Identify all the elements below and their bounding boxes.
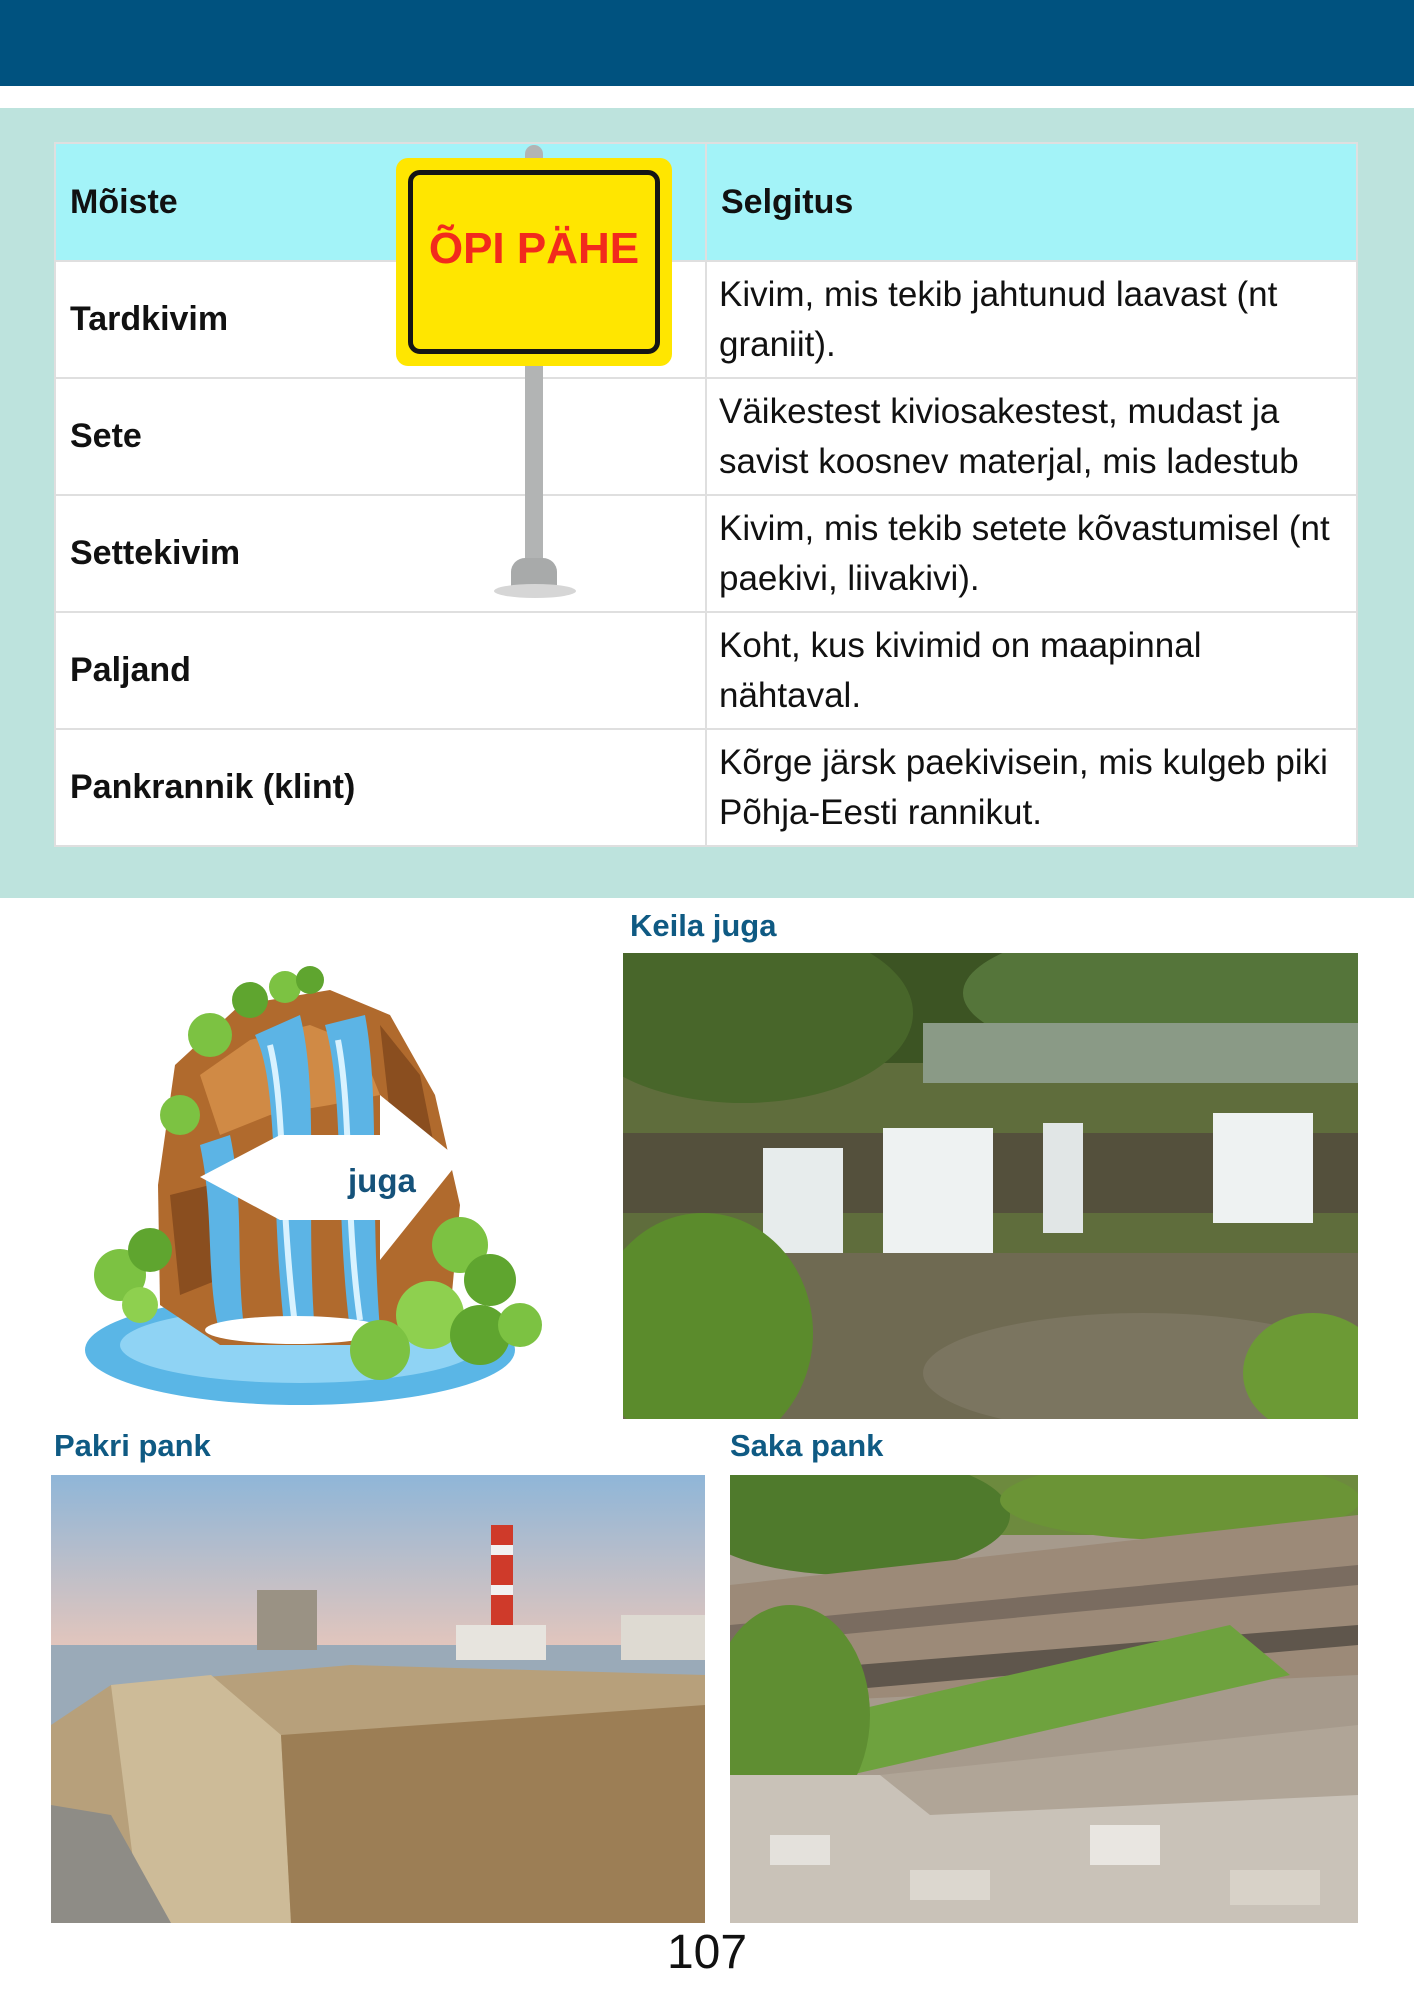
term-cell: Pankrannik (klint) (55, 729, 706, 846)
explanation-cell: Kõrge järsk paekivisein, mis kulgeb piki Põhja-Eesti rannikut. (706, 729, 1357, 846)
column-header-term: Mõiste (55, 143, 706, 261)
term-cell: Paljand (55, 612, 706, 729)
photo-caption-keila: Keila juga (630, 908, 777, 943)
term-cell: Tardkivim (55, 261, 706, 378)
glossary-table (54, 142, 1358, 847)
header-bar (0, 0, 1414, 86)
saka-cliff-photo (730, 1475, 1358, 1923)
explanation-cell: Väikestest kiviosakestest, mudast ja savist koosnev materjal, mis ladestub (706, 378, 1357, 495)
photo-caption-pakri: Pakri pank (54, 1428, 211, 1463)
table-row (55, 495, 1357, 612)
keila-waterfall-photo (623, 953, 1358, 1419)
column-header-explanation: Selgitus (706, 143, 1357, 261)
photo-caption-saka: Saka pank (730, 1428, 884, 1463)
explanation-cell: Koht, kus kivimid on maapinnal nähtaval. (706, 612, 1357, 729)
table-row (55, 729, 1357, 846)
page-number: 107 (666, 1926, 748, 1979)
term-cell: Settekivim (55, 495, 706, 612)
illustration-label: juga (348, 1162, 416, 1199)
sign-shadow (494, 584, 576, 598)
explanation-cell: Kivim, mis tekib setete kõvastumisel (nt paekivi, liivakivi). (706, 495, 1357, 612)
table-header-row (55, 143, 1357, 261)
explanation-cell: Kivim, mis tekib jahtunud laavast (nt graniit). (706, 261, 1357, 378)
sign-text: ÕPI PÄHE (428, 224, 640, 273)
learn-by-heart-sign (390, 140, 680, 610)
term-cell: Sete (55, 378, 706, 495)
pakri-cliff-photo (51, 1475, 705, 1923)
table-row (55, 261, 1357, 378)
table-row (55, 612, 1357, 729)
waterfall-illustration (80, 945, 580, 1415)
table-row (55, 378, 1357, 495)
